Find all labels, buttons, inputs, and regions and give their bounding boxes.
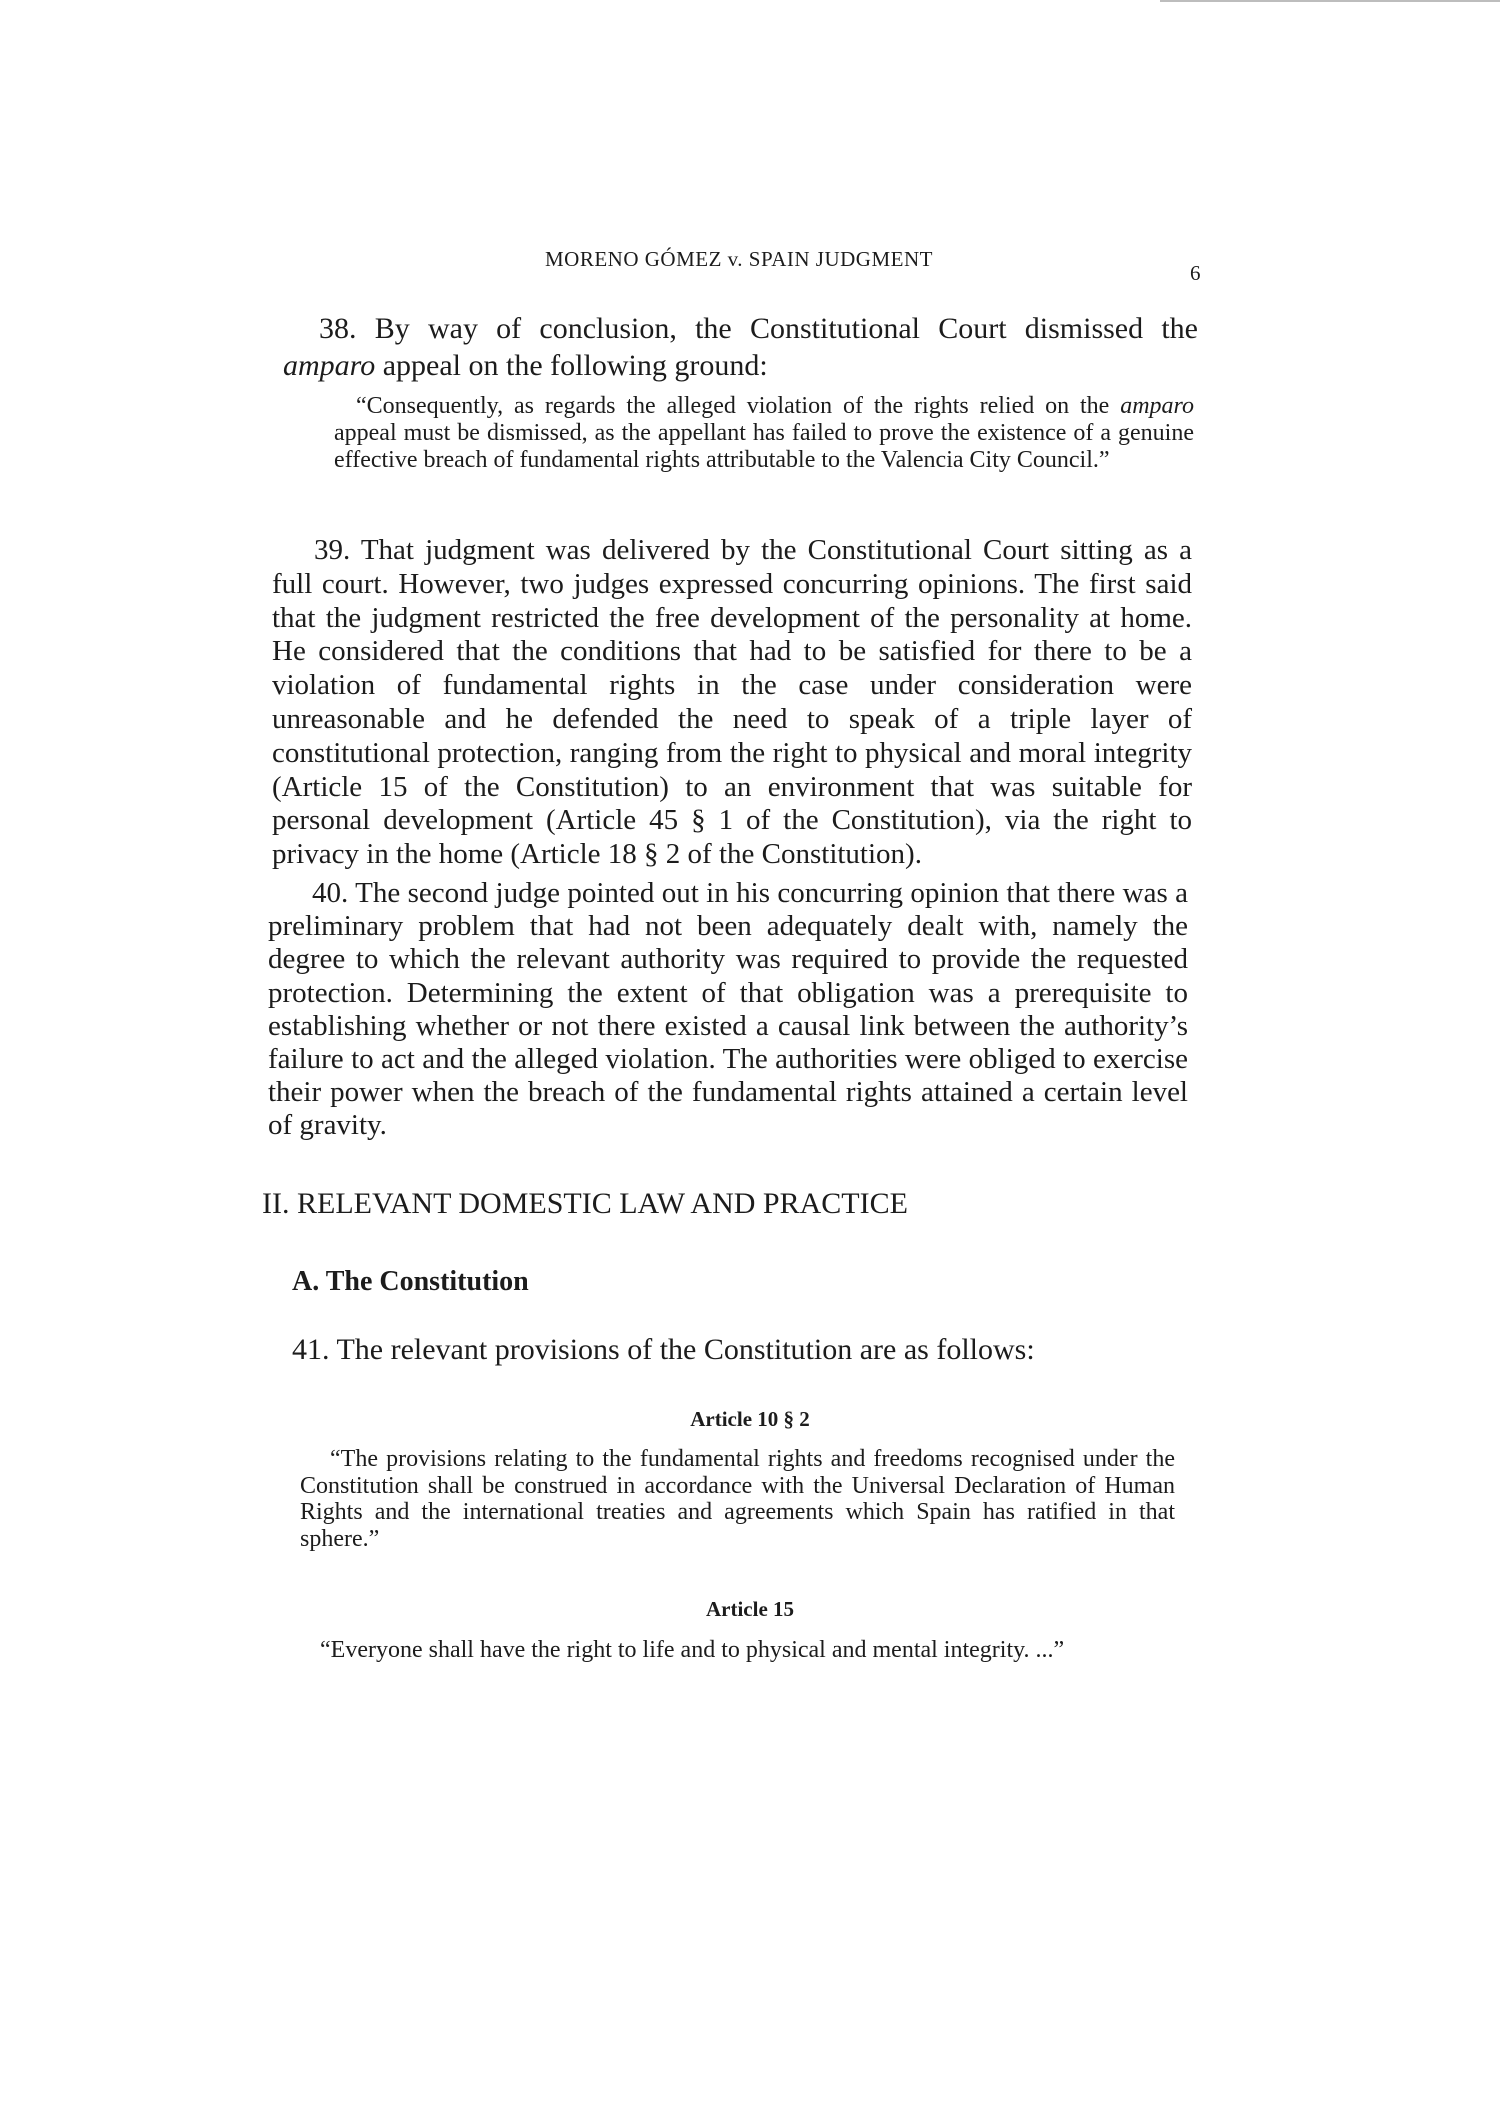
italic-term: amparo: [1120, 393, 1194, 419]
article-10-title: Article 10 § 2: [690, 1407, 810, 1431]
section-heading: II. RELEVANT DOMESTIC LAW AND PRACTICE: [262, 1187, 908, 1220]
paragraph-38: [283, 310, 1198, 384]
paragraph-number: 39.: [314, 534, 351, 566]
running-head: MORENO GÓMEZ v. SPAIN JUDGMENT: [545, 247, 933, 271]
italic-term: amparo: [283, 349, 376, 382]
paragraph-number: 40.: [312, 877, 349, 909]
paragraph-text: The second judge pointed out in his concurring opinion that there was a preliminary problem that had not been adequately dealt with, namely the degree to which the relevant authority was required to provide the requested protection. Determining the extent of that obligation was a prerequisite to establishing whether or not there existed a causal link between the authority’s failure to act and the alleged violation. The authorities were obliged to exercise their power when the breach of the fundamental rights attained a certain level of gravity.: [268, 877, 1188, 1142]
paragraph-text: The relevant provisions of the Constitution are as follows:: [329, 1333, 1035, 1366]
paragraph-text: appeal on the following ground:: [375, 349, 768, 382]
paragraph-41: [292, 1333, 1192, 1367]
page-number: 6: [1190, 261, 1201, 285]
article-10-text: “The provisions relating to the fundamental rights and freedoms recognised under the Constitution shall be construed in accordance with the Universal Declaration of Human Rights and the international treaties and agreements which Spain has ratified in that sphere.”: [300, 1446, 1175, 1552]
paragraph-number: 38.: [319, 312, 357, 345]
article-15-text: “Everyone shall have the right to life and to physical and mental integrity. ...”: [320, 1637, 1065, 1663]
subheading: A. The Constitution: [292, 1266, 529, 1297]
paragraph-text: By way of conclusion, the Constitutional Court dismissed the: [356, 312, 1198, 345]
paragraph-number: 41.: [292, 1333, 330, 1366]
quote-38: [334, 393, 1194, 474]
paragraph-text: That judgment was delivered by the Constitutional Court sitting as a full court. However, two judges expressed concurring opinions. The first said that the judgment restricted the free development of the personality at home. He considered that the conditions that had to be satisfied for there to be a violation of fundamental rights in the case under consideration were unreasonable and he defended the need to speak of a triple layer of constitutional protection, ranging from the right to physical and moral integrity (Article 15 of the Constitution) to an environment that was suitable for personal development (Article 45 § 1 of the Constitution), via the right to privacy in the home (Article 18 § 2 of the Constitution).: [272, 534, 1192, 871]
article-15-title: Article 15: [705, 1597, 795, 1621]
paragraph-40: [268, 877, 1188, 1143]
scan-edge-line: [1160, 0, 1500, 2]
quote-text: “Consequently, as regards the alleged violation of the rights relied on the: [356, 393, 1121, 419]
quote-text: appeal must be dismissed, as the appellant has failed to prove the existence of a genuine effective breach of fundamental rights attributable to the Valencia City Council.”: [334, 420, 1194, 473]
paragraph-39: [272, 534, 1192, 872]
